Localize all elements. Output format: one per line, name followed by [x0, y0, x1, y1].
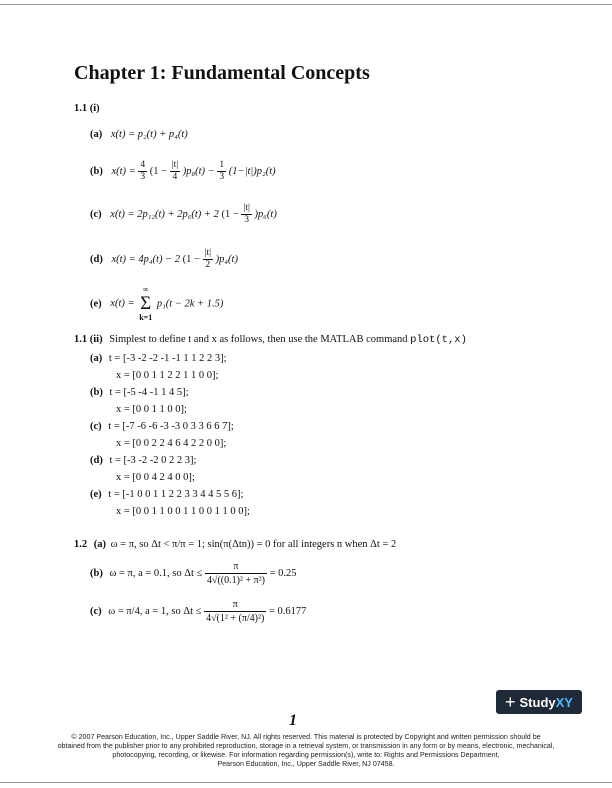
- studyxy-badge[interactable]: [496, 690, 582, 714]
- section-1-2-c: [90, 598, 306, 625]
- t-vector: t = [-1 0 0 1 1 2 2 3 3 4 4 5 5 6];: [108, 489, 244, 500]
- lhs: x(t) =: [110, 298, 135, 310]
- tail: (1−|t|)p₂(t): [228, 165, 276, 177]
- top-scan-line: [0, 4, 612, 5]
- paren-close: )p₄(t): [215, 253, 238, 265]
- t-vector: t = [-7 -6 -6 -3 -3 0 3 3 6 6 7];: [108, 421, 234, 432]
- paren-close: )p₆(t): [254, 208, 277, 220]
- eq-1-1-i-d: [90, 248, 238, 271]
- matlab-part-c: [90, 418, 234, 452]
- fraction-t-4: $\frac{|t|}{4}$: [171, 160, 179, 182]
- summand: p₁(t − 2k + 1.5): [156, 298, 224, 310]
- fraction-4-3: $\frac{4}{3}$: [140, 160, 146, 182]
- intro-text: Simplest to define t and x as follows, then use the MATLAB command: [109, 334, 408, 345]
- condition-text: ω = π/4, a = 1, so Δt ≤: [108, 605, 202, 617]
- part-label: (c): [90, 208, 102, 220]
- part-label: (b): [90, 567, 103, 579]
- plus-icon: +: [505, 692, 516, 712]
- section-heading-1-1-i: 1.1 (i): [74, 103, 100, 114]
- part-label: (e): [90, 489, 102, 500]
- matlab-part-d: [90, 452, 196, 486]
- x-vector: x = [0 0 2 2 4 6 4 2 2 0 0];: [116, 438, 227, 449]
- paren-close: )p₈(t) −: [182, 165, 215, 177]
- x-vector: x = [0 0 1 1 2 2 1 1 0 0];: [116, 370, 219, 381]
- matlab-part-e: [90, 486, 250, 520]
- eq-1-1-i-b: [90, 160, 276, 183]
- footer-line: Pearson Education, Inc., Upper Saddle River, NJ 07458.: [217, 760, 395, 768]
- fraction-t-3: $\frac{|t|}{3}$: [243, 203, 250, 225]
- section-heading-1-2: 1.2: [74, 539, 88, 550]
- fraction-delta-t: $\frac{\pi}{\text{4√(1² + (π/4)²)}}$: [206, 599, 265, 624]
- sum-lower: k=1: [139, 313, 153, 322]
- eq-1-1-i-e: [90, 285, 223, 323]
- part-label: (a): [90, 129, 103, 140]
- page-number: 1: [289, 712, 297, 729]
- paren-open: (1 −: [182, 253, 200, 265]
- paren-open: (1 −: [149, 165, 168, 177]
- part-label: (b): [90, 165, 103, 177]
- part-label: (d): [90, 253, 103, 265]
- bottom-scan-line: [0, 782, 612, 783]
- t-vector: t = [-3 -2 -2 -1 -1 1 1 2 2 3];: [108, 353, 227, 364]
- paren-open: (1 −: [221, 208, 239, 220]
- part-label: (d): [90, 455, 103, 466]
- sum-upper: ∞: [142, 285, 149, 294]
- fraction-1-3: $\frac{1}{3}$: [219, 160, 225, 182]
- section-1-2-b: [90, 560, 297, 587]
- part-label: (b): [90, 387, 103, 398]
- matlab-part-b: [90, 384, 189, 418]
- fraction-t-2: $\frac{|t|}{2}$: [204, 248, 212, 270]
- x-vector: x = [0 0 1 1 0 0 1 1 0 0 1 1 0 0];: [116, 506, 250, 517]
- eq-1-1-i-c: [90, 203, 277, 226]
- footer-line: photocopying, recording, or likewise. For information regarding permission(s), write to: Rights and Permissions Department,: [112, 751, 500, 759]
- part-label: (c): [90, 605, 102, 617]
- lhs: x(t) =: [111, 165, 136, 177]
- eq-1-1-i-a: [90, 129, 188, 140]
- equation-text: x(t) = p₂(t) + p₄(t): [110, 129, 188, 140]
- chapter-title: Chapter 1: Fundamental Concepts: [74, 62, 370, 84]
- result-value: = 0.25: [269, 567, 297, 579]
- result-value: = 0.6177: [268, 605, 307, 617]
- condition-text: ω = π, a = 0.1, so Δt ≤: [109, 567, 203, 579]
- section-1-1-ii-intro: [74, 334, 467, 346]
- badge-study-text: Study: [519, 694, 556, 710]
- footer-line: obtained from the publisher prior to any prohibited reproduction, storage in a retrieval system, or transmission in any form or by means, electronic, mechanical,: [57, 742, 555, 750]
- t-vector: t = [-3 -2 -2 0 2 2 3];: [109, 455, 197, 466]
- lhs: x(t) = 4p₄(t) − 2: [111, 253, 181, 265]
- footer-line: © 2007 Pearson Education, Inc., Upper Saddle River, NJ. All rights reserved. This material is protected by Copyright and written permission should be: [71, 733, 541, 741]
- copyright-footer: [0, 733, 612, 769]
- part-a-text: ω = π, so Δt < π/π = 1; sin(π(Δtn)) = 0 for all integers n when Δt = 2: [110, 539, 397, 550]
- section-1-2-a: [74, 539, 396, 550]
- section-heading-1-1-ii: 1.1 (ii): [74, 334, 103, 345]
- part-label: (e): [90, 298, 102, 310]
- part-label: (a): [90, 353, 103, 364]
- x-vector: x = [0 0 1 1 0 0];: [116, 404, 187, 415]
- x-vector: x = [0 0 4 2 4 0 0];: [116, 472, 195, 483]
- part-label: (c): [90, 421, 102, 432]
- sum-symbol: Σ: [140, 293, 152, 314]
- matlab-command: plot(t,x): [410, 334, 467, 346]
- summation: [139, 285, 152, 323]
- matlab-part-a: [90, 350, 226, 384]
- badge-xy-text: XY: [555, 694, 573, 710]
- part-label: (a): [93, 539, 106, 550]
- lhs: x(t) = 2p₁₂(t) + 2p₆(t) + 2: [110, 208, 219, 220]
- t-vector: t = [-5 -4 -1 1 4 5];: [109, 387, 189, 398]
- fraction-delta-t: $\frac{\pi}{\text{4√((0.1)² + π²)}}$: [206, 561, 265, 586]
